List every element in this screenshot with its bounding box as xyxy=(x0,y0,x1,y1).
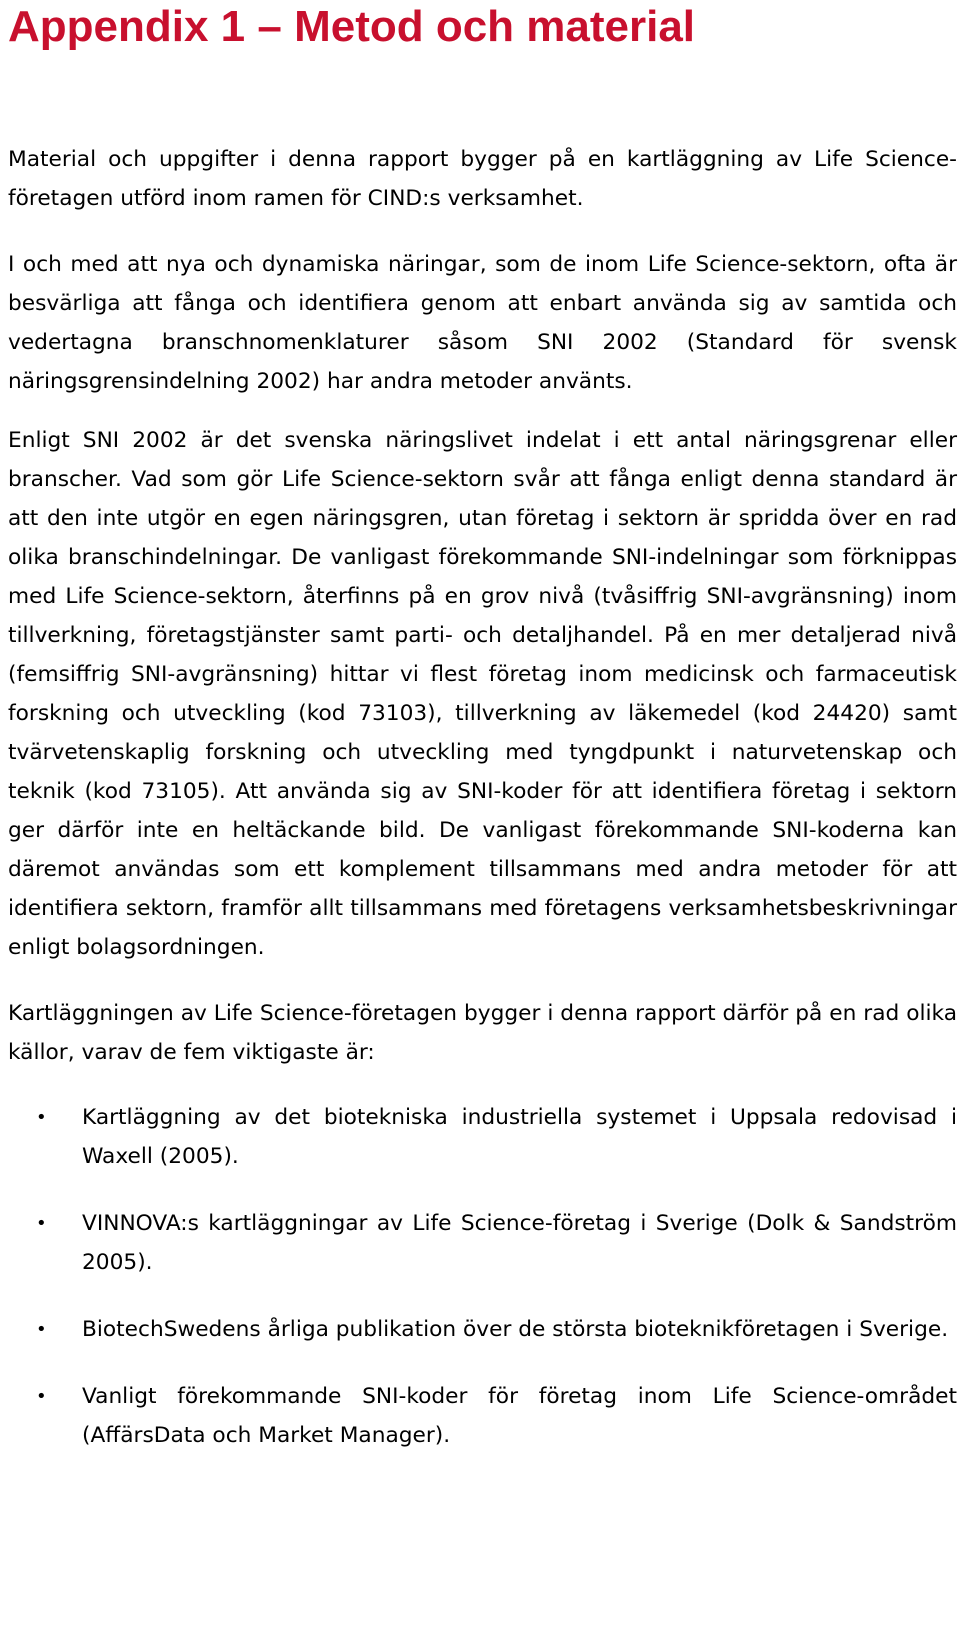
bullet-icon: • xyxy=(36,1386,47,1407)
list-item-text: Vanligt förekommande SNI-koder för företag inom Life Science-området (AffärsData och Market Manager). xyxy=(82,1384,957,1448)
page-title: Appendix 1 – Metod och material xyxy=(8,2,696,51)
bullet-icon: • xyxy=(36,1213,47,1234)
paragraph-sources-intro: Kartläggningen av Life Science-företagen bygger i denna rapport därför på en rad olika källor, varav de fem viktigaste är: xyxy=(8,1001,957,1065)
list-item xyxy=(8,1377,957,1455)
sources-list xyxy=(8,1098,957,1455)
bullet-icon: • xyxy=(36,1107,47,1128)
list-item-text: Kartläggning av det biotekniska industriella systemet i Uppsala redovisad i Waxell (2005). xyxy=(82,1105,957,1169)
list-item-text: VINNOVA:s kartläggningar av Life Science-företag i Sverige (Dolk & Sandström 2005). xyxy=(82,1211,957,1275)
paragraph-methods: I och med att nya och dynamiska näringar, som de inom Life Science-sektorn, ofta är besvärliga att fånga och identifiera genom att enbart använda sig av samtida och vedertagna branschnomenklaturer såsom SNI 2002 (Standard för svensk näringsgrensindelning 2002) har andra metoder använts. xyxy=(8,252,957,394)
list-item xyxy=(8,1098,957,1176)
paragraph-sni: Enligt SNI 2002 är det svenska näringslivet indelat i ett antal näringsgrenar eller branscher. Vad som gör Life Science-sektorn svår att fånga enligt denna standard är att den inte utgör en egen näringsgren, utan företag i sektorn är spridda över en rad olika branschindelningar. De vanligast förekommande SNI-indelningar som förknippas med Life Science-sektorn, återfinns på en grov nivå (tvåsiffrig SNI-avgränsning) inom tillverkning, företagstjänster samt parti- och detaljhandel. På en mer detaljerad nivå (femsiffrig SNI-avgränsning) hittar vi flest företag inom medicinsk och farmaceutisk forskning och utveckling (kod 73103), tillverkning av läkemedel (kod 24420) samt tvärvetenskaplig forskning och utveckling med tyngdpunkt i naturvetenskap och teknik (kod 73105). Att använda sig av SNI-koder för att identifiera företag i sektorn ger därför inte en heltäckande bild. De vanligast förekommande SNI-koderna kan däremot användas som ett komplement tillsammans med andra metoder för att identifiera sektorn, framför allt tillsammans med företagens verksamhetsbeskrivningar enligt bolagsordningen. xyxy=(8,428,957,960)
paragraph-intro: Material och uppgifter i denna rapport bygger på en kartläggning av Life Science-företagen utförd inom ramen för CIND:s verksamhet. xyxy=(8,147,957,211)
list-item xyxy=(8,1204,957,1282)
document-page xyxy=(8,0,957,1483)
list-item xyxy=(8,1310,957,1349)
list-item-text: BiotechSwedens årliga publikation över de största bioteknikföretagen i Sverige. xyxy=(82,1317,949,1342)
bullet-icon: • xyxy=(36,1319,47,1340)
